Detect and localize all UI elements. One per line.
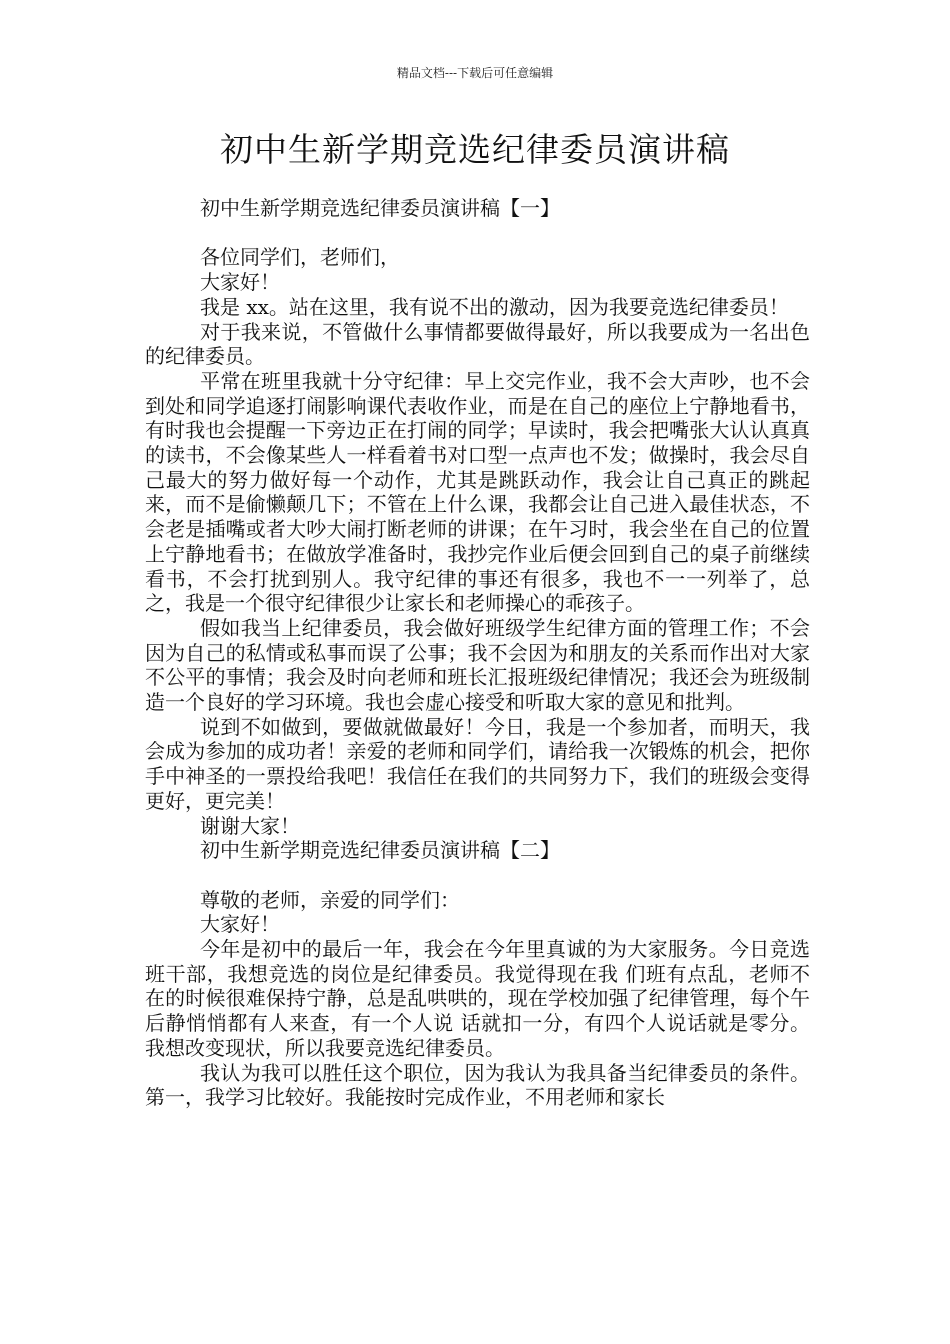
document-title: 初中生新学期竞选纪律委员演讲稿 [220,130,730,169]
paragraph: 说到不如做到，要做就做最好！今日，我是一个参加者，而明天，我会成为参加的成功者！亲爱的老师和同学们，请给我一次锻炼的机会，把你手中神圣的一票投给我吧！我信任在我们的共同努力下，我们的班级会变得更好，更完美！ [145,714,810,813]
paragraph: 假如我当上纪律委员，我会做好班级学生纪律方面的管理工作；不会因为自己的私情或私事而误了公事；我不会因为和朋友的关系而作出对大家不公平的事情；我会及时向老师和班长汇报班级纪律情况；我还会为班级制造一个良好的学习环境。我也会虚心接受和听取大家的意见和批判。 [145,615,810,715]
section-heading-2: 初中生新学期竞选纪律委员演讲稿【二】 [200,838,560,863]
paragraph: 今年是初中的最后一年，我会在今年里真诚的为大家服务。今日竞选班干部，我想竞选的岗位是纪律委员。我觉得现在我 们班有点乱，老师不在的时候很难保持宁静，总是乱哄哄的，现在学校加强了纪律管理，每个午后静悄悄都有人来查，有一个人说 话就扣一分，有四个人说话就是零分。我想改变现状，所以我要竞选纪律委员。 [145,937,810,1060]
document-body [145,196,810,1110]
blank-line [145,863,810,888]
closing-line: 谢谢大家！ [200,813,300,838]
greeting-line: 各位同学们，老师们， [200,245,400,270]
paragraph: 我是 xx。站在这里，我有说不出的激动，因为我要竞选纪律委员！ [200,294,789,319]
header-note: 精品文档---下载后可任意编辑 [396,66,554,80]
greeting-line: 大家好！ [200,912,280,937]
paragraph: 平常在班里我就十分守纪律：早上交完作业，我不会大声吵，也不会到处和同学追逐打闹影响课代表收作业，而是在自己的座位上宁静地看书，有时我也会提醒一下旁边正在打闹的同学；早读时，我会把嘴张大认认真真的读书，不会像某些人一样看着书对口型一点声也不发；做操时，我会尽自己最大的努力做好每一个动作，尤其是跳跃动作，我会让自己真正的跳起来，而不是偷懒颠几下；不管在上什么课，我都会让自己进入最佳状态，不会老是插嘴或者大吵大闹打断老师的讲课；在午习时，我会坐在自己的位置上宁静地看书；在做放学准备时，我抄完作业后便会回到自己的桌子前继续看书，不会打扰到别人。我守纪律的事还有很多，我也不一一列举了，总之，我是一个很守纪律很少让家长和老师操心的乖孩子。 [145,368,810,616]
section-heading-1: 初中生新学期竞选纪律委员演讲稿【一】 [200,196,560,220]
paragraph: 我认为我可以胜任这个职位，因为我认为我具备当纪律委员的条件。第一，我学习比较好。我能按时完成作业，不用老师和家长 [145,1060,810,1110]
blank-line [145,221,810,246]
paragraph: 对于我来说，不管做什么事情都要做得最好，所以我要成为一名出色的纪律委员。 [145,319,810,369]
greeting-line: 大家好！ [200,270,280,295]
greeting-line: 尊敬的老师，亲爱的同学们： [200,887,460,912]
